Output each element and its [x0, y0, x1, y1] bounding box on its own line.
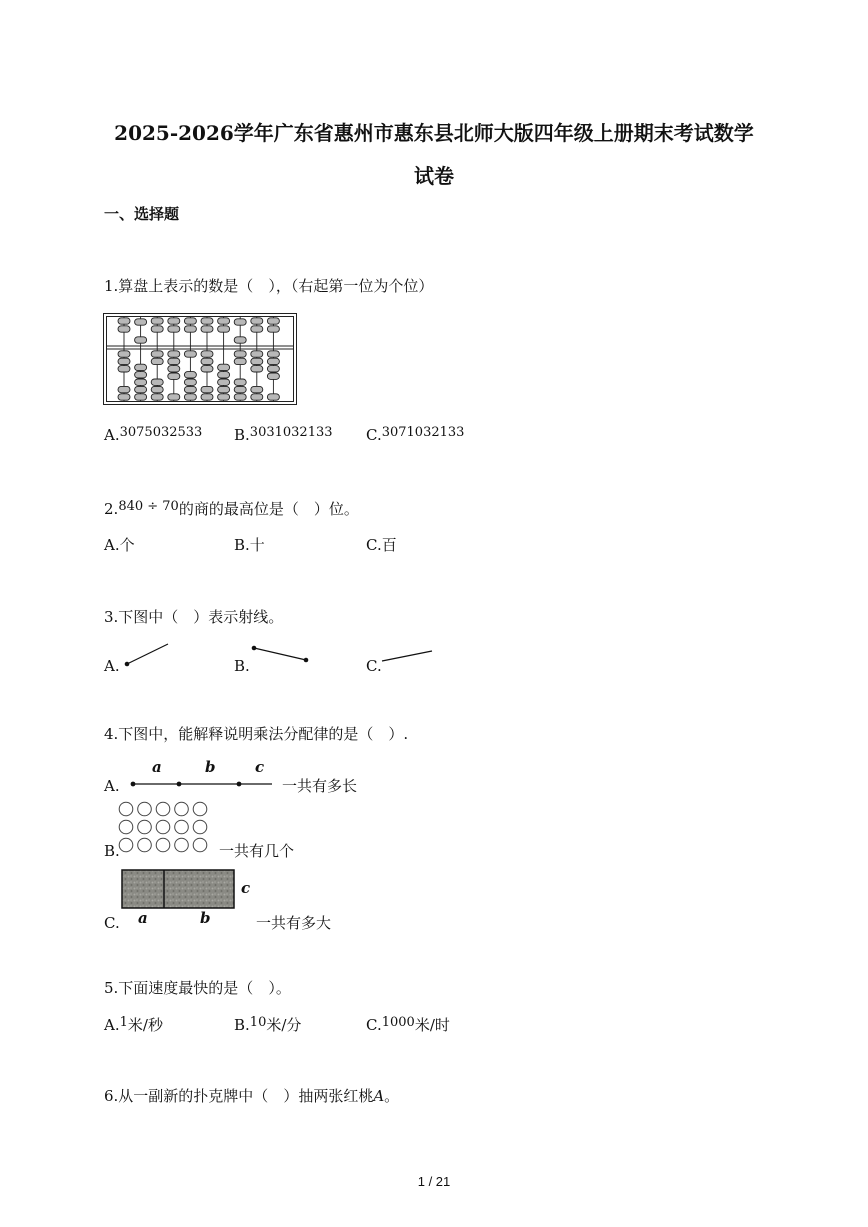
q4-option-a-desc: 一共有多长	[282, 777, 358, 795]
q1-option-c-label: C.	[366, 426, 382, 444]
q4-a-var-c: c	[255, 758, 265, 776]
question-3-text: 3.下图中（ ）表示射线。	[104, 608, 284, 626]
q4-c-var-b: b	[200, 909, 211, 927]
q4-option-b-label[interactable]: B.	[104, 842, 120, 860]
q6-variable: A	[373, 1087, 385, 1105]
q5-option-b-unit: 米/分	[266, 1016, 302, 1034]
q4-option-c-desc: 一共有多大	[256, 914, 332, 932]
document-title-line1: 2025-2026学年广东省惠州市惠东县北师大版四年级上册期末考试数学	[114, 121, 754, 145]
q5-option-a-number: 1	[119, 1015, 128, 1030]
q3-segment-figure-b	[250, 644, 310, 664]
q4-c-var-a: a	[138, 909, 148, 927]
q3-line-figure-c	[380, 648, 434, 664]
q5-option-a[interactable]	[104, 1014, 163, 1035]
q2-stem: 的商的最高位是（ ）位。	[178, 500, 359, 518]
q3-option-a-label[interactable]: A.	[104, 657, 120, 675]
q5-option-b-number: 10	[249, 1015, 267, 1030]
q2-option-c[interactable]: C.百	[366, 536, 397, 554]
q4-segment-figure-a	[130, 776, 276, 792]
q5-option-c-unit: 米/时	[414, 1016, 450, 1034]
q4-option-b-desc: 一共有几个	[219, 842, 295, 860]
q4-c-var-c: c	[241, 879, 251, 897]
page-number: 1 / 21	[417, 1174, 451, 1189]
q3-option-b-label[interactable]: B.	[234, 657, 250, 675]
q5-option-a-label: A.	[104, 1016, 120, 1034]
question-6-text	[104, 1085, 399, 1106]
q1-option-c-value: 3071032133	[381, 425, 465, 440]
q3-option-c-label[interactable]: C.	[366, 657, 382, 675]
q3-ray-figure-a	[124, 642, 170, 668]
q5-option-a-unit: 米/秒	[127, 1016, 163, 1034]
q2-option-b[interactable]: B.十	[234, 536, 265, 554]
question-5-text: 5.下面速度最快的是（ ）。	[104, 979, 291, 997]
q1-option-a-label: A.	[104, 426, 120, 444]
q2-expression: 840 ÷ 70	[118, 499, 179, 514]
q4-rectangle-figure-c	[121, 869, 237, 911]
q4-a-var-a: a	[152, 758, 162, 776]
q5-option-c[interactable]	[366, 1014, 450, 1035]
q6-end: 。	[384, 1087, 400, 1105]
q4-a-var-b: b	[205, 758, 216, 776]
question-1-text: 1.算盘上表示的数是（ ），（右起第一位为个位）	[104, 277, 434, 295]
q6-stem: 6.从一副新的扑克牌中（ ）抽两张红桃	[104, 1087, 374, 1105]
q5-option-b[interactable]	[234, 1014, 301, 1035]
q4-option-c-label[interactable]: C.	[104, 914, 120, 932]
q1-option-a[interactable]	[104, 426, 202, 444]
q5-option-c-number: 1000	[381, 1015, 415, 1030]
q1-option-a-value: 3075032533	[119, 425, 203, 440]
q4-option-a-label[interactable]: A.	[104, 777, 120, 795]
q5-option-b-label: B.	[234, 1016, 250, 1034]
question-4-text: 4.下图中，能解释说明乘法分配律的是（ ）.	[104, 725, 409, 743]
section-heading: 一、选择题	[104, 205, 180, 223]
q5-option-c-label: C.	[366, 1016, 382, 1034]
q1-option-c[interactable]	[366, 426, 464, 444]
q1-option-b-value: 3031032133	[249, 425, 333, 440]
q2-option-a[interactable]: A.个	[104, 536, 135, 554]
question-2-text	[104, 498, 359, 519]
abacus-figure	[103, 313, 297, 405]
q1-option-b[interactable]	[234, 426, 333, 444]
document-title-line2: 试卷	[414, 164, 454, 188]
q4-circle-grid-figure-b	[118, 801, 213, 855]
q2-number: 2.	[104, 500, 119, 518]
q1-option-b-label: B.	[234, 426, 250, 444]
